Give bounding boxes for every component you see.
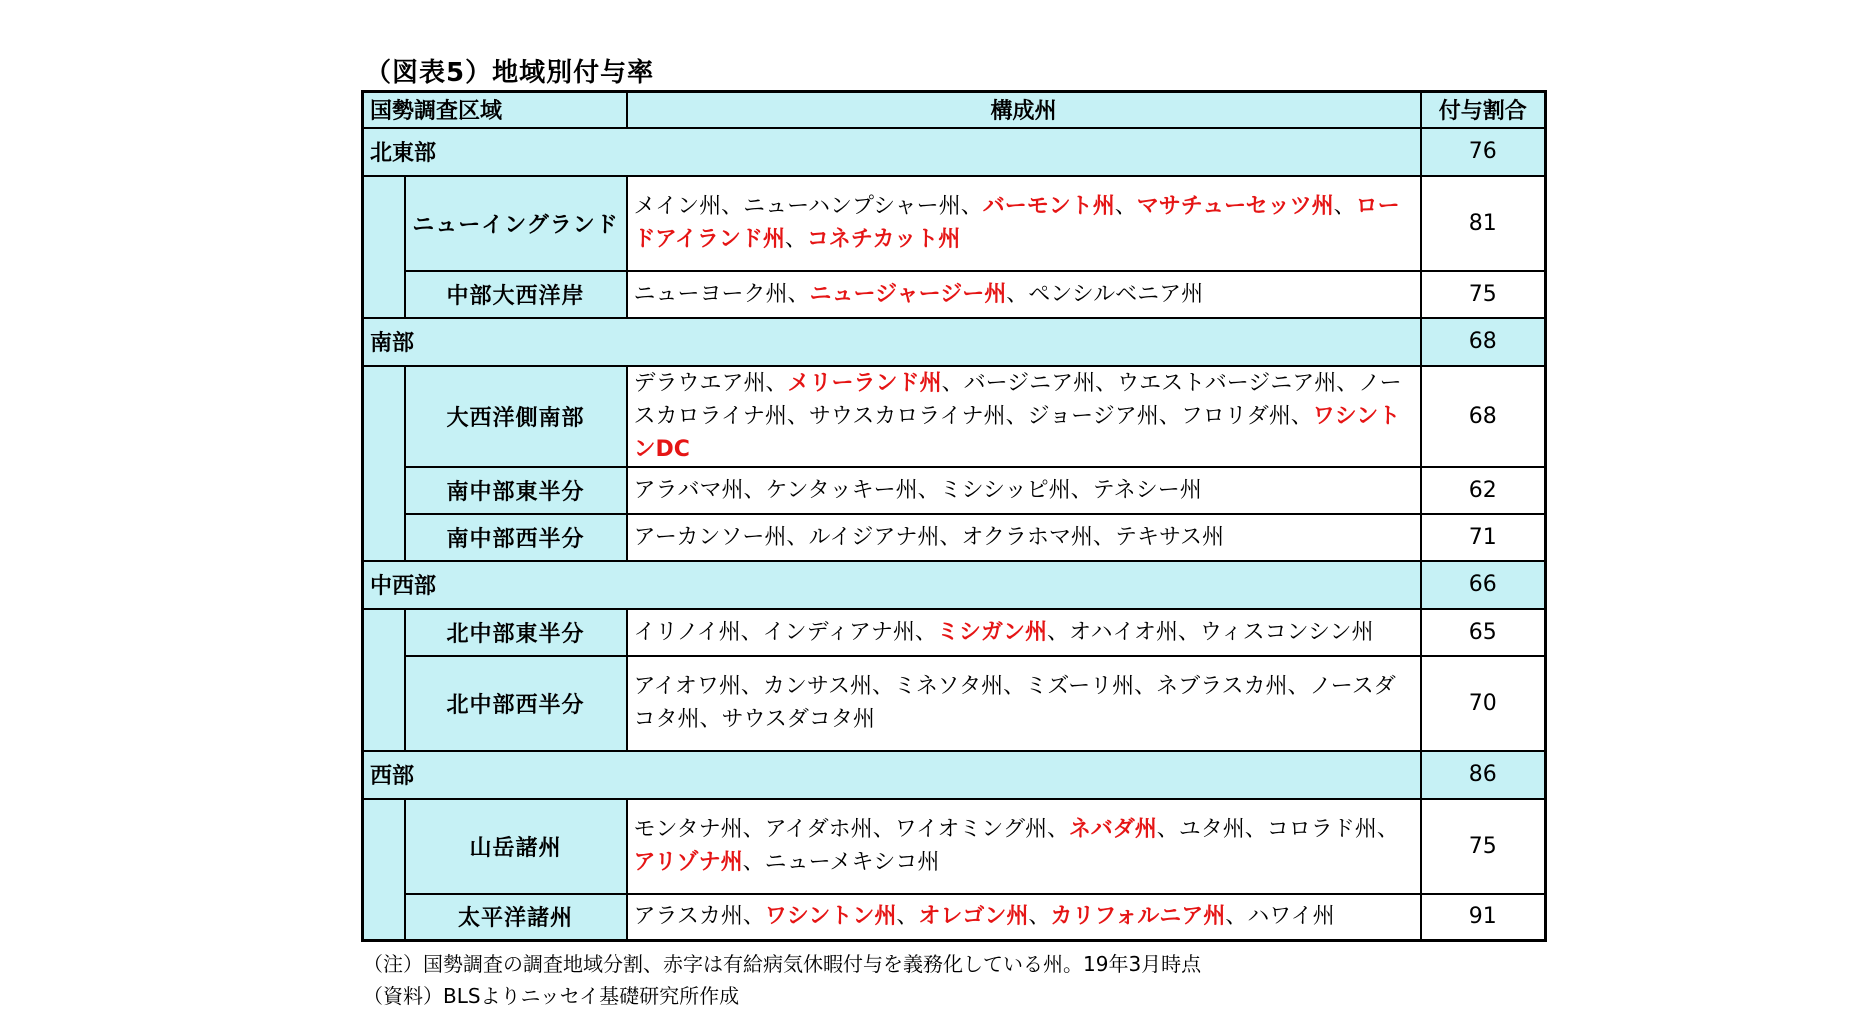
state-name: ノースダコタ州 (633, 674, 1396, 732)
region-rate-table (361, 90, 1547, 942)
region-row (363, 128, 1546, 176)
subregion-name: 北中部西半分 (405, 656, 627, 751)
state-name-mandated: コネチカット州 (806, 227, 961, 252)
subregion-rate: 91 (1421, 894, 1546, 941)
separator: 、 (939, 524, 962, 550)
state-name: アーカンソー州 (633, 524, 787, 550)
subregion-name: 南中部西半分 (405, 514, 627, 561)
state-name: カンサス州 (762, 674, 873, 699)
state-name-mandated: カリフォルニア州 (1050, 904, 1226, 930)
state-name: ニューメキシコ州 (764, 850, 940, 875)
state-name: オクラホマ州 (961, 524, 1093, 550)
state-name-mandated: バーモント州 (982, 194, 1115, 219)
region-rate: 66 (1421, 561, 1546, 609)
indent-cell (363, 176, 405, 318)
region-name: 西部 (363, 751, 1421, 799)
state-name: イリノイ州 (633, 619, 741, 645)
separator: 、 (1287, 674, 1310, 699)
separator: 、 (740, 674, 763, 699)
subregion-row (363, 467, 1546, 514)
subregion-row (363, 656, 1546, 751)
region-row (363, 751, 1546, 799)
state-name: テネシー州 (1092, 477, 1202, 503)
notes (363, 948, 1544, 1012)
separator: 、 (1225, 904, 1248, 930)
separator: 、 (917, 477, 940, 503)
subregion-row (363, 799, 1546, 894)
subregion-rate: 68 (1421, 366, 1546, 467)
region-rate: 76 (1421, 128, 1546, 176)
region-rate: 86 (1421, 751, 1546, 799)
state-name-mandated: マサチューセッツ州 (1136, 194, 1334, 219)
member-states (627, 271, 1421, 318)
region-row (363, 561, 1546, 609)
separator: 、 (872, 674, 895, 699)
separator: 、 (1244, 817, 1267, 842)
state-name: フロリダ州 (1180, 403, 1291, 429)
state-name: サウスダコタ州 (721, 707, 875, 732)
state-name: テキサス州 (1114, 524, 1225, 550)
member-states (627, 609, 1421, 656)
separator: 、 (1333, 194, 1356, 219)
region-rate: 68 (1421, 318, 1546, 366)
separator: 、 (1290, 403, 1313, 429)
separator: 、 (1006, 281, 1029, 307)
state-name-mandated: ロードアイランド州 (633, 194, 1400, 252)
state-name: ネブラスカ州 (1156, 674, 1288, 699)
figure (361, 56, 1544, 1012)
state-name: ミネソタ州 (894, 674, 1004, 699)
separator: 、 (1028, 904, 1051, 930)
separator: 、 (1114, 194, 1137, 219)
state-name: ミシシッピ州 (939, 477, 1071, 503)
separator: 、 (1158, 403, 1181, 429)
separator: 、 (941, 370, 964, 396)
state-name: アイダホ州 (764, 817, 873, 842)
separator: 、 (699, 707, 722, 732)
state-name-mandated: ニュージャージー州 (809, 281, 1007, 307)
subregion-rate: 75 (1421, 799, 1546, 894)
separator: 、 (1005, 403, 1028, 429)
state-name: サウスカロライナ州 (808, 403, 1006, 429)
state-name-mandated: ミシガン州 (936, 619, 1047, 645)
separator: 、 (743, 477, 766, 503)
state-name-mandated: アリゾナ州 (633, 850, 743, 875)
separator: 、 (1070, 477, 1093, 503)
separator: 、 (896, 904, 919, 930)
region-name: 北東部 (363, 128, 1421, 176)
separator: 、 (742, 904, 765, 930)
separator: 、 (1134, 674, 1157, 699)
separator: 、 (914, 619, 937, 645)
state-name: モンタナ州 (633, 817, 743, 842)
separator: 、 (1376, 817, 1399, 842)
header-row (363, 92, 1546, 128)
state-name: ルイジアナ州 (808, 524, 940, 550)
separator: 、 (1092, 524, 1115, 550)
state-name: ニューヨーク州 (633, 281, 788, 307)
separator: 、 (742, 850, 765, 875)
member-states (627, 176, 1421, 271)
header-region: 国勢調査区域 (363, 92, 627, 128)
subregion-row (363, 176, 1546, 271)
separator: 、 (1046, 817, 1069, 842)
subregion-rate: 75 (1421, 271, 1546, 318)
subregion-row (363, 894, 1546, 941)
state-name: アラバマ州 (633, 477, 744, 503)
member-states (627, 467, 1421, 514)
separator: 、 (786, 403, 809, 429)
separator: 、 (1003, 674, 1026, 699)
state-name: メイン州 (633, 194, 722, 219)
state-name: アラスカ州 (633, 904, 743, 930)
separator: 、 (872, 817, 895, 842)
state-name-mandated: ネバダ州 (1068, 817, 1157, 842)
separator: 、 (786, 524, 809, 550)
state-name: コロラド州 (1266, 817, 1377, 842)
state-name: ペンシルベニア州 (1028, 281, 1204, 307)
state-name: ウエストバージニア州 (1117, 370, 1337, 396)
separator: 、 (742, 817, 765, 842)
subregion-name: ニューイングランド (405, 176, 627, 271)
state-name: バージニア州 (963, 370, 1096, 396)
separator: 、 (1177, 619, 1200, 645)
state-name: ユタ州 (1178, 817, 1245, 842)
subregion-name: 南中部東半分 (405, 467, 627, 514)
subregion-rate: 70 (1421, 656, 1546, 751)
indent-cell (363, 366, 405, 561)
subregion-name: 太平洋諸州 (405, 894, 627, 941)
member-states (627, 366, 1421, 467)
subregion-row (363, 609, 1546, 656)
header-rate: 付与割合 (1421, 92, 1546, 128)
table-body (363, 92, 1546, 941)
separator: 、 (784, 227, 807, 252)
indent-cell (363, 799, 405, 941)
subregion-name: 大西洋側南部 (405, 366, 627, 467)
state-name: ミズーリ州 (1025, 674, 1135, 699)
region-row (363, 318, 1546, 366)
member-states (627, 894, 1421, 941)
subregion-rate: 65 (1421, 609, 1546, 656)
state-name-mandated: メリーランド州 (787, 370, 942, 396)
state-name-mandated: オレゴン州 (918, 904, 1029, 930)
state-name: ワイオミング州 (894, 817, 1047, 842)
state-name: ウィスコンシン州 (1199, 619, 1374, 645)
region-name: 南部 (363, 318, 1421, 366)
state-name: デラウエア州 (633, 370, 766, 396)
state-name: オハイオ州 (1068, 619, 1178, 645)
figure-title: （図表5）地域別付与率 (365, 58, 655, 88)
subregion-name: 山岳諸州 (405, 799, 627, 894)
separator: 、 (1046, 619, 1069, 645)
state-name-mandated: ワシントン州 (764, 904, 897, 930)
member-states (627, 656, 1421, 751)
subregion-row (363, 514, 1546, 561)
separator: 、 (1156, 817, 1179, 842)
separator: 、 (765, 370, 788, 396)
state-name: ケンタッキー州 (765, 477, 918, 503)
subregion-rate: 71 (1421, 514, 1546, 561)
subregion-name: 中部大西洋岸 (405, 271, 627, 318)
state-name: ハワイ州 (1247, 904, 1335, 930)
subregion-row (363, 271, 1546, 318)
region-name: 中西部 (363, 561, 1421, 609)
state-name: アイオワ州 (633, 674, 741, 699)
separator: 、 (960, 194, 983, 219)
state-name: ニューハンプシャー州 (743, 194, 961, 219)
state-name: ノースカロライナ州 (633, 370, 1402, 429)
subregion-rate: 62 (1421, 467, 1546, 514)
state-name: ジョージア州 (1027, 403, 1159, 429)
separator: 、 (1336, 370, 1359, 396)
note-line: （注）国勢調査の調査地域分割、赤字は有給病気休暇付与を義務化している州。19年3月時点 (363, 952, 1202, 976)
subregion-rate: 81 (1421, 176, 1546, 271)
subregion-row (363, 366, 1546, 467)
member-states (627, 799, 1421, 894)
state-name: インディアナ州 (762, 619, 915, 645)
source-line: （資料）BLSよりニッセイ基礎研究所作成 (363, 984, 740, 1008)
indent-cell (363, 609, 405, 751)
separator: 、 (740, 619, 763, 645)
separator: 、 (1095, 370, 1118, 396)
state-name-mandated: ワシントンDC (633, 403, 1401, 462)
header-states: 構成州 (627, 92, 1421, 128)
subregion-name: 北中部東半分 (405, 609, 627, 656)
separator: 、 (721, 194, 744, 219)
member-states (627, 514, 1421, 561)
separator: 、 (787, 281, 810, 307)
